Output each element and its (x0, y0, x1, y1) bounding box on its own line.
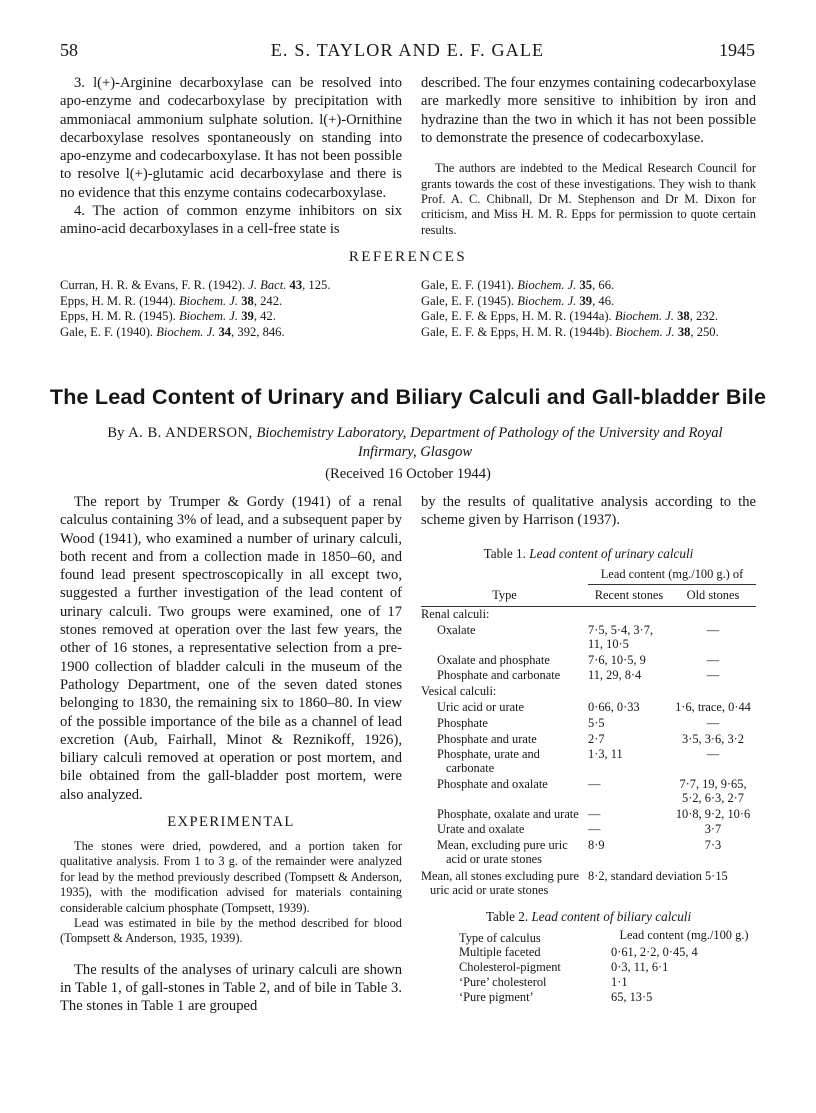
reference-item: Gale, E. F. & Epps, H. M. R. (1944b). Biochem. J. 38, 250. (421, 325, 719, 340)
table1-row (421, 623, 756, 653)
table1-recent: 5·5 (588, 715, 605, 730)
references-heading: REFERENCES (348, 249, 468, 265)
table1-col-recent: Recent stones (594, 588, 664, 603)
results-continuation: by the results of qualitative analysis according to the scheme given by Harrison (1937). (421, 494, 756, 529)
table1-row (421, 747, 756, 777)
table1-recent: 0·66, 0·33 (588, 699, 640, 714)
table1-type: Phosphate (437, 715, 488, 730)
introduction: The report by Trumper & Gordy (1941) of a renal calculus containing 3% of lead, and a subsequent paper by Wood (1941), who examined a number of urinary calculi, both recent and from a collection made in 1850–60, and found lead present spectroscopically in all except two, suggested a further investigation of the lead content of urinary calculi. Two groups were examined, one of 17 stones removed at operation over the last few years, the other of 16 stones, a representative selection from a pre-1900 collection of bladder calculi in the museum of the Pathology Department, one of the seven dated stones belonging to 1830, the remaining six to 1860–80. In view of the possible importance of the bile as a channel of lead excretion (Aub, Fairhall, Minot & Reznikoff, 1926), biliary calculi removed at operation or post mortem, and bile obtained from the gall-bladder post mortem, were also analyzed. (60, 494, 402, 803)
table1-final-value: 8·2, standard deviation 5·15 (588, 868, 728, 883)
received-date: (Received 16 October 1944) (325, 466, 491, 482)
table1-old: 3·7 (704, 822, 722, 837)
table2-value: 0·3, 11, 6·1 (611, 959, 669, 974)
summary-point-4: 4. The action of common enzyme inhibitors on six amino-acid decarboxylases in a cell-free state is (60, 203, 402, 238)
table1-type: Mean, excluding pure uric acid or urate stones (437, 838, 568, 866)
table2 (459, 929, 769, 1005)
table1-old: — (706, 622, 720, 637)
reference-item: Gale, E. F. & Epps, H. M. R. (1944a). Biochem. J. 38, 232. (421, 309, 719, 324)
table1-recent: 7·6, 10·5, 9 (588, 652, 646, 667)
table1-old (670, 684, 756, 700)
table1-type: Phosphate, urate and carbonate (437, 747, 540, 776)
table1-row (421, 716, 756, 732)
table1-recent: — (588, 822, 601, 837)
table1-old: — (706, 652, 720, 667)
references-left (60, 278, 400, 341)
table2-type: ‘Pure’ cholesterol (459, 974, 547, 989)
table1-old (670, 607, 756, 623)
running-header (60, 40, 755, 64)
table1-row (421, 684, 756, 700)
table2-col-value: Lead content (mg./100 g.) (619, 928, 749, 943)
reference-item: Gale, E. F. (1941). Biochem. J. 35, 66. (421, 278, 615, 292)
table1-old: 7·7, 19, 9·65, 5·2, 6·3, 2·7 (679, 776, 747, 805)
page-number: 58 (60, 40, 78, 60)
table1-recent: 8·9 (588, 838, 605, 853)
table1-old: — (706, 715, 720, 730)
table1-col-old: Old stones (686, 588, 740, 603)
table1-recent: 7·5, 5·4, 3·7, 11, 10·5 (588, 622, 654, 651)
table1-type: Oxalate and phosphate (437, 652, 550, 667)
table2-type: Multiple faceted (459, 945, 541, 960)
table1-recent: 11, 29, 8·4 (588, 668, 642, 683)
table1-recent: — (588, 776, 601, 791)
references-right (421, 278, 761, 341)
table1-row (421, 668, 756, 684)
table1-old: 1·6, trace, 0·44 (675, 699, 751, 714)
table1-type: Uric acid or urate (437, 699, 525, 714)
results-paragraph: The results of the analyses of urinary calculi are shown in Table 1, of gall-stones in Table 2, and of bile in Table 3. The stones in Table 1 are grouped (60, 961, 402, 1015)
article-left-column (60, 493, 402, 1016)
table1-recent: — (588, 806, 601, 821)
experimental-methods: The stones were dried, powdered, and a portion taken for qualitative analysis. From 1 to 3 g. of the remainder were analyzed for lead by the method previously described (Tompsett & Anderson, 1935), with the modification advised for materials containing considerable calcium phosphate (Tompsett, 1939). (60, 839, 402, 915)
table1-old: 3·5, 3·6, 3·2 (682, 731, 744, 746)
table1-row (421, 607, 756, 623)
reference-item: Curran, H. R. & Evans, F. R. (1942). J. Bact. 43, 125. (60, 278, 331, 292)
table1-type: Phosphate and oxalate (437, 776, 548, 791)
running-authors: E. S. TAYLOR AND E. F. GALE (270, 40, 545, 60)
summary-continuation: described. The four enzymes containing codecarboxylase are markedly more sensitive to inhibition by iron and hydrazine than the two in which it has not been possible to demonstrate the presence of codecarboxylase. (421, 75, 756, 146)
table1-type: Urate and oxalate (437, 822, 525, 837)
affiliation: Biochemistry Laboratory, Department of Pathology of the University and Royal Infirmary, Glasgow (256, 425, 723, 460)
table2-row (459, 961, 769, 976)
table2-caption: Table 2. Lead content of biliary calculi (485, 909, 692, 925)
top-left-column (60, 74, 402, 239)
table2-type: ‘Pure pigment’ (459, 989, 534, 1004)
table1-row (421, 822, 756, 838)
table2-row (459, 976, 769, 991)
table1-old: 7·3 (704, 838, 722, 853)
table2-col-type: Type of calculus (459, 931, 541, 946)
experimental-bile: Lead was estimated in bile by the method described for blood (Tompsett & Anderson, 1935, 1939). (60, 916, 402, 946)
reference-item: Epps, H. M. R. (1944). Biochem. J. 38, 242. (60, 293, 283, 308)
table1-row (421, 838, 756, 868)
table2-row (459, 991, 769, 1006)
table2-row (459, 946, 769, 961)
table1-row (421, 777, 756, 807)
table1-col-type: Type (492, 588, 517, 603)
top-right-column (421, 74, 756, 238)
table2-value: 0·61, 2·2, 0·45, 4 (611, 945, 698, 960)
table1-type: Phosphate and carbonate (437, 668, 561, 683)
table1 (421, 568, 756, 898)
table1-final-type: Mean, all stones excluding pure uric acid or urate stones (421, 868, 579, 897)
table2-value: 65, 13·5 (611, 989, 653, 1004)
table1-row (421, 653, 756, 669)
byline: By A. B. ANDERSON, Biochemistry Laboratory, Department of Pathology of the University and Royal Infirmary, Glasgow (107, 425, 723, 460)
table1-type: Phosphate, oxalate and urate (437, 806, 579, 821)
table1-type: Vesical calculi: (421, 684, 497, 699)
table1-recent: 2·7 (588, 731, 605, 746)
table1-row (421, 732, 756, 748)
article-title: The Lead Content of Urinary and Biliary Calculi and Gall-bladder Bile (49, 385, 767, 409)
table1-type: Oxalate (437, 622, 476, 637)
summary-point-3: 3. l(+)-Arginine decarboxylase can be resolved into apo-enzyme and codecarboxylase by precipitation with ammoniacal ammonium sulphate solution. l(+)-Ornithine decarboxylase resolves spontaneously on standing into apo-enzyme and codecarboxylase. It has not been possible to resolve l(+)-glutamic acid decarboxylase and there is no evidence that this enzyme contains codecarboxylase. (60, 75, 402, 201)
article-right-column (421, 493, 756, 1005)
reference-item: Epps, H. M. R. (1945). Biochem. J. 39, 42. (60, 309, 276, 324)
table1-recent (588, 684, 670, 700)
table1-recent: 1·3, 11 (588, 747, 623, 762)
table1-type: Phosphate and urate (437, 731, 537, 746)
reference-item: Gale, E. F. (1940). Biochem. J. 34, 392, 846. (60, 325, 285, 340)
acknowledgements: The authors are indebted to the Medical Research Council for grants towards the cost of these investigations. They wish to thank Prof. A. C. Chibnall, Dr M. Stephenson and Dr M. Dixon for criticism, and Miss H. M. R. Epps for permission to quote certain results. (421, 161, 756, 237)
table1-old: — (706, 747, 720, 762)
table2-type: Cholesterol-pigment (459, 959, 561, 974)
table2-value: 1·1 (611, 974, 628, 989)
table1-caption: Table 1. Lead content of urinary calculi (483, 545, 694, 561)
table1-group-header: Lead content (mg./100 g.) of (588, 568, 756, 585)
table1-recent (588, 607, 670, 623)
table1-type: Renal calculi: (421, 607, 490, 622)
author-name: A. B. ANDERSON, (128, 425, 253, 441)
table1-old: 10·8, 9·2, 10·6 (675, 806, 751, 821)
table1-old: — (706, 668, 720, 683)
reference-item: Gale, E. F. (1945). Biochem. J. 39, 46. (421, 293, 615, 308)
table1-row (421, 807, 756, 823)
experimental-heading: EXPERIMENTAL (167, 814, 295, 831)
year: 1945 (719, 40, 755, 60)
table1-row (421, 700, 756, 716)
